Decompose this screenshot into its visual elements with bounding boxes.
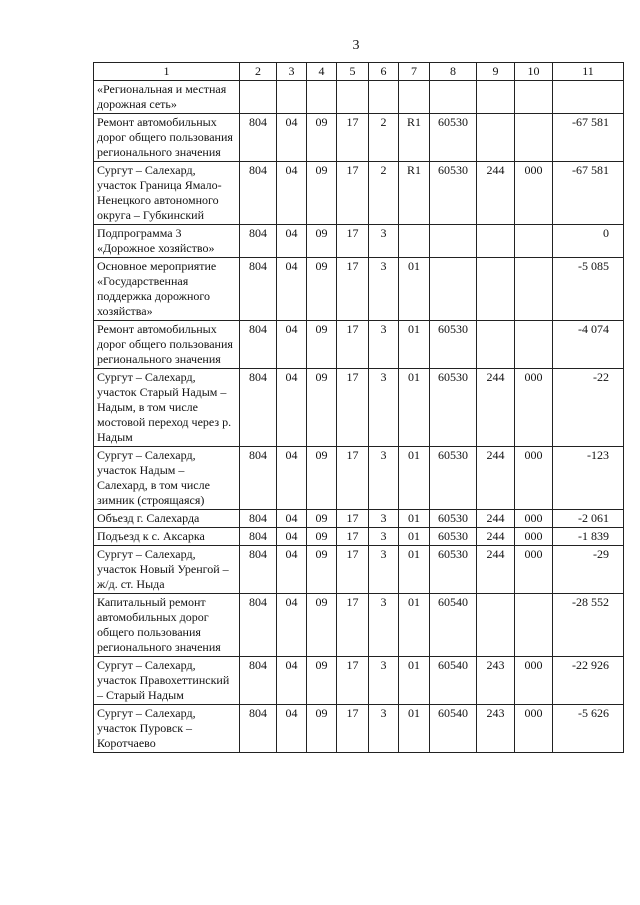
code-cell: 17 [337, 258, 369, 321]
code-cell: 2 [369, 162, 399, 225]
amount-cell: -2 061 [553, 510, 624, 528]
code-cell: 01 [399, 258, 430, 321]
code-cell: 804 [240, 162, 277, 225]
code-cell: 04 [277, 447, 307, 510]
amount-cell [553, 81, 624, 114]
table-row [94, 510, 624, 528]
code-cell: 09 [307, 546, 337, 594]
code-cell: 17 [337, 546, 369, 594]
row-name-cell: Подпрограмма 3 «Дорожное хозяйство» [94, 225, 240, 258]
code-cell [515, 114, 553, 162]
table-row [94, 321, 624, 369]
code-cell: 60530 [430, 369, 477, 447]
code-cell: 17 [337, 225, 369, 258]
code-cell: 17 [337, 162, 369, 225]
code-cell: 000 [515, 447, 553, 510]
table-row [94, 258, 624, 321]
table-row [94, 594, 624, 657]
code-cell: 17 [337, 447, 369, 510]
code-cell: 244 [477, 546, 515, 594]
amount-cell: -5 626 [553, 705, 624, 753]
code-cell: 09 [307, 528, 337, 546]
code-cell: 09 [307, 705, 337, 753]
table-row [94, 162, 624, 225]
code-cell [477, 225, 515, 258]
code-cell: 09 [307, 114, 337, 162]
code-cell: 60540 [430, 657, 477, 705]
row-name-cell: Объезд г. Салехарда [94, 510, 240, 528]
code-cell: 3 [369, 225, 399, 258]
code-cell: 3 [369, 657, 399, 705]
code-cell: 04 [277, 546, 307, 594]
column-header: 3 [277, 63, 307, 81]
column-header: 6 [369, 63, 399, 81]
code-cell: 01 [399, 705, 430, 753]
code-cell: 09 [307, 447, 337, 510]
code-cell: 2 [369, 114, 399, 162]
row-name-cell: Сургут – Салехард, участок Старый Надым – Надым, в том числе мостовой переход через р. Надым [94, 369, 240, 447]
code-cell: 804 [240, 705, 277, 753]
code-cell: 01 [399, 510, 430, 528]
code-cell: 04 [277, 510, 307, 528]
code-cell: R1 [399, 114, 430, 162]
code-cell: 09 [307, 594, 337, 657]
column-header: 9 [477, 63, 515, 81]
table-row [94, 657, 624, 705]
code-cell: 804 [240, 447, 277, 510]
code-cell: 3 [369, 510, 399, 528]
amount-cell: -1 839 [553, 528, 624, 546]
code-cell: 60530 [430, 528, 477, 546]
code-cell: 60530 [430, 510, 477, 528]
code-cell: 000 [515, 528, 553, 546]
code-cell [430, 225, 477, 258]
code-cell [369, 81, 399, 114]
code-cell: 17 [337, 705, 369, 753]
amount-cell: -123 [553, 447, 624, 510]
code-cell: 17 [337, 114, 369, 162]
code-cell: 04 [277, 225, 307, 258]
code-cell [477, 594, 515, 657]
code-cell: 60540 [430, 705, 477, 753]
amount-cell: -29 [553, 546, 624, 594]
code-cell: 17 [337, 321, 369, 369]
column-header: 5 [337, 63, 369, 81]
amount-cell: -5 085 [553, 258, 624, 321]
code-cell [477, 81, 515, 114]
code-cell: 17 [337, 510, 369, 528]
code-cell [277, 81, 307, 114]
code-cell [240, 81, 277, 114]
row-name-cell: Подъезд к с. Аксарка [94, 528, 240, 546]
code-cell: 01 [399, 657, 430, 705]
column-header: 8 [430, 63, 477, 81]
code-cell: 60530 [430, 114, 477, 162]
row-name-cell: «Региональная и местная дорожная сеть» [94, 81, 240, 114]
column-header: 4 [307, 63, 337, 81]
code-cell: 244 [477, 369, 515, 447]
code-cell: 60530 [430, 162, 477, 225]
table-row [94, 528, 624, 546]
code-cell: 3 [369, 258, 399, 321]
code-cell: 04 [277, 705, 307, 753]
table-row [94, 546, 624, 594]
code-cell: 60540 [430, 594, 477, 657]
code-cell: 01 [399, 321, 430, 369]
code-cell: 60530 [430, 447, 477, 510]
code-cell: 3 [369, 546, 399, 594]
table-row [94, 447, 624, 510]
code-cell: 04 [277, 162, 307, 225]
code-cell: 60530 [430, 546, 477, 594]
code-cell: 09 [307, 162, 337, 225]
code-cell: 000 [515, 162, 553, 225]
code-cell: 244 [477, 528, 515, 546]
code-cell: 3 [369, 321, 399, 369]
row-name-cell: Сургут – Салехард, участок Надым – Салехард, в том числе зимник (строящаяся) [94, 447, 240, 510]
code-cell: 804 [240, 546, 277, 594]
code-cell [430, 258, 477, 321]
code-cell: 000 [515, 510, 553, 528]
code-cell: 3 [369, 369, 399, 447]
code-cell: 04 [277, 114, 307, 162]
table-row [94, 114, 624, 162]
amount-cell: -4 074 [553, 321, 624, 369]
amount-cell: -22 926 [553, 657, 624, 705]
amount-cell: 0 [553, 225, 624, 258]
code-cell [307, 81, 337, 114]
row-name-cell: Сургут – Салехард, участок Правохеттинский – Старый Надым [94, 657, 240, 705]
code-cell: 000 [515, 705, 553, 753]
code-cell: 17 [337, 657, 369, 705]
code-cell: 804 [240, 369, 277, 447]
code-cell: 3 [369, 528, 399, 546]
code-cell: 804 [240, 657, 277, 705]
code-cell: 804 [240, 510, 277, 528]
code-cell: 04 [277, 258, 307, 321]
code-cell: 244 [477, 162, 515, 225]
code-cell: 04 [277, 321, 307, 369]
code-cell: 09 [307, 510, 337, 528]
column-header: 1 [94, 63, 240, 81]
row-name-cell: Сургут – Салехард, участок Новый Уренгой – ж/д. ст. Ныда [94, 546, 240, 594]
code-cell: 09 [307, 321, 337, 369]
code-cell [477, 258, 515, 321]
code-cell: 04 [277, 594, 307, 657]
page-number: 3 [352, 38, 360, 53]
code-cell: 04 [277, 528, 307, 546]
code-cell: 244 [477, 447, 515, 510]
code-cell: 3 [369, 447, 399, 510]
code-cell: 09 [307, 225, 337, 258]
code-cell [477, 321, 515, 369]
code-cell: 09 [307, 369, 337, 447]
row-name-cell: Ремонт автомобильных дорог общего пользования регионального значения [94, 321, 240, 369]
code-cell: 60530 [430, 321, 477, 369]
code-cell: 04 [277, 369, 307, 447]
row-name-cell: Основное мероприятие «Государственная поддержка дорожного хозяйства» [94, 258, 240, 321]
code-cell: 09 [307, 657, 337, 705]
code-cell [515, 321, 553, 369]
code-cell: 243 [477, 657, 515, 705]
code-cell [399, 81, 430, 114]
column-header: 2 [240, 63, 277, 81]
code-cell: 804 [240, 225, 277, 258]
code-cell: 804 [240, 258, 277, 321]
code-cell: 17 [337, 594, 369, 657]
row-name-cell: Капитальный ремонт автомобильных дорог общего пользования регионального значения [94, 594, 240, 657]
code-cell: 09 [307, 258, 337, 321]
code-cell: 01 [399, 546, 430, 594]
row-name-cell: Сургут – Салехард, участок Пуровск – Коротчаево [94, 705, 240, 753]
row-name-cell: Сургут – Салехард, участок Граница Ямало-Ненецкого автономного округа – Губкинский [94, 162, 240, 225]
code-cell: 243 [477, 705, 515, 753]
budget-table [93, 62, 624, 753]
code-cell [515, 594, 553, 657]
code-cell: 17 [337, 369, 369, 447]
code-cell: 000 [515, 369, 553, 447]
code-cell: 000 [515, 546, 553, 594]
code-cell [399, 225, 430, 258]
table-row [94, 369, 624, 447]
code-cell: 804 [240, 594, 277, 657]
row-name-cell: Ремонт автомобильных дорог общего пользования регионального значения [94, 114, 240, 162]
column-header: 10 [515, 63, 553, 81]
column-header: 11 [553, 63, 624, 81]
code-cell: 804 [240, 321, 277, 369]
code-cell [515, 81, 553, 114]
code-cell [515, 258, 553, 321]
code-cell: 17 [337, 528, 369, 546]
code-cell [430, 81, 477, 114]
code-cell: 000 [515, 657, 553, 705]
amount-cell: -67 581 [553, 114, 624, 162]
code-cell: 01 [399, 528, 430, 546]
code-cell [477, 114, 515, 162]
code-cell: 804 [240, 528, 277, 546]
code-cell: 244 [477, 510, 515, 528]
code-cell [515, 225, 553, 258]
code-cell: 01 [399, 447, 430, 510]
table-row [94, 225, 624, 258]
table-row [94, 705, 624, 753]
column-header: 7 [399, 63, 430, 81]
code-cell: 01 [399, 594, 430, 657]
code-cell: 804 [240, 114, 277, 162]
code-cell: 01 [399, 369, 430, 447]
code-cell: 3 [369, 705, 399, 753]
table-header-row [94, 63, 624, 81]
table-row [94, 81, 624, 114]
amount-cell: -28 552 [553, 594, 624, 657]
code-cell [337, 81, 369, 114]
code-cell: 3 [369, 594, 399, 657]
code-cell: 04 [277, 657, 307, 705]
amount-cell: -22 [553, 369, 624, 447]
amount-cell: -67 581 [553, 162, 624, 225]
code-cell: R1 [399, 162, 430, 225]
